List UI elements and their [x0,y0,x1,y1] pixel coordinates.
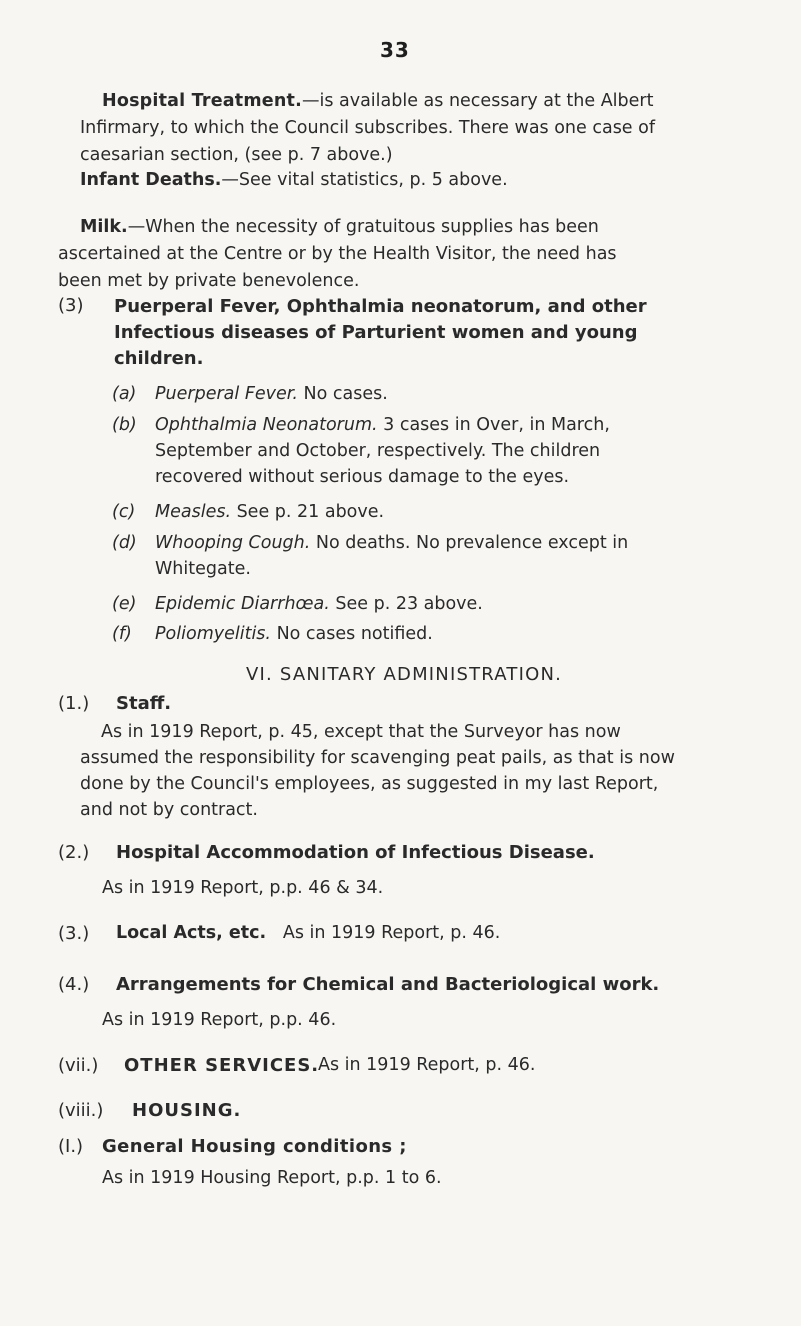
item-a-title: Puerperal Fever. [155,384,298,404]
item-d-mark: (d) [112,533,137,553]
staff-line-1: As in 1919 Report, p. 45, except that the Surveyor has now [101,722,621,742]
item-d-cont: Whitegate. [155,559,251,579]
item-c-title: Measles. [155,502,232,522]
hospital-line-3: caesarian section, (see p. 7 above.) [80,145,393,165]
item-b-title: Ophthalmia Neonatorum. [155,415,378,435]
general-housing-heading: General Housing conditions ; [102,1136,407,1157]
housing-number: (viii.) [58,1100,104,1121]
item-a-mark: (a) [112,384,137,404]
item-e-mark: (e) [112,594,137,614]
general-housing-text: As in 1919 Housing Report, p.p. 1 to 6. [102,1168,442,1188]
staff-line-3: done by the Council's employees, as suggested in my last Report, [80,774,659,794]
item-b-text: 3 cases in Over, in March, [377,415,610,435]
infant-deaths-text: —See vital statistics, p. 5 above. [221,170,508,190]
local-acts-text: As in 1919 Report, p. 46. [282,923,501,943]
general-housing-number: (I.) [58,1136,84,1157]
arrangements-number: (4.) [58,974,90,995]
item-e [155,594,483,614]
housing-heading: HOUSING. [132,1100,242,1121]
milk-line-1: —When the necessity of gratuitous supplies has been [127,217,599,237]
hospital-accommodation-number: (2.) [58,842,90,863]
infant-deaths-paragraph [80,167,508,194]
hospital-accommodation-text: As in 1919 Report, p.p. 46 & 34. [102,878,384,898]
staff-heading: Staff. [116,693,172,714]
hospital-accommodation-heading: Hospital Accommodation of Infectious Disease. [116,842,595,863]
other-services-heading: OTHER SERVICES. [124,1055,320,1076]
page-number: 33 [380,38,410,62]
item-e-title: Epidemic Diarrhœa. [155,594,330,614]
item-f [155,624,433,644]
staff-line-2: assumed the responsibility for scavenging peat pails, as that is now [80,748,675,768]
puerperal-heading-line-1: Puerperal Fever, Ophthalmia neonatorum, and other [114,296,647,317]
local-acts [116,923,500,943]
item-f-title: Poliomyelitis. [155,624,271,644]
arrangements-text: As in 1919 Report, p.p. 46. [102,1010,337,1030]
hospital-line-2: Infirmary, to which the Council subscribes. There was one case of [80,118,656,138]
milk-paragraph [58,214,617,295]
staff-number: (1.) [58,693,90,714]
local-acts-number: (3.) [58,923,90,944]
item-e-text: See p. 23 above. [329,594,483,614]
item-a-text: No cases. [297,384,388,404]
hospital-treatment-heading: Hospital Treatment. [102,91,302,111]
sanitary-administration-title: VI. SANITARY ADMINISTRATION. [246,664,563,685]
other-services-text: As in 1919 Report, p. 46. [318,1055,536,1075]
item-b-mark: (b) [112,415,137,435]
arrangements-heading: Arrangements for Chemical and Bacteriological work. [116,974,660,995]
item-b-cont-1: September and October, respectively. The children [155,441,601,461]
item-a [155,384,388,404]
item-b-cont-2: recovered without serious damage to the eyes. [155,467,570,487]
staff-line-4: and not by contract. [80,800,258,820]
item-d-title: Whooping Cough. [155,533,311,553]
puerperal-heading-line-3: children. [114,348,204,369]
item-c [155,502,384,522]
item-b [155,415,610,435]
item-f-text: No cases notified. [271,624,433,644]
local-acts-heading: Local Acts, etc. [116,923,267,943]
milk-heading: Milk. [80,217,128,237]
other-services-number: (vii.) [58,1055,99,1076]
item-d [155,533,628,553]
milk-line-2: ascertained at the Centre or by the Health Visitor, the need has [58,244,617,264]
item-d-text: No deaths. No prevalence except in [310,533,629,553]
milk-line-3: been met by private benevolence. [58,271,360,291]
item-f-mark: (f) [112,624,132,644]
puerperal-heading-line-2: Infectious diseases of Parturient women and young [114,322,638,343]
section-3-number: (3) [58,295,84,316]
infant-deaths-heading: Infant Deaths. [80,170,222,190]
item-c-mark: (c) [112,502,136,522]
item-c-text: See p. 21 above. [231,502,385,522]
hospital-line-1: —is available as necessary at the Albert [301,91,654,111]
